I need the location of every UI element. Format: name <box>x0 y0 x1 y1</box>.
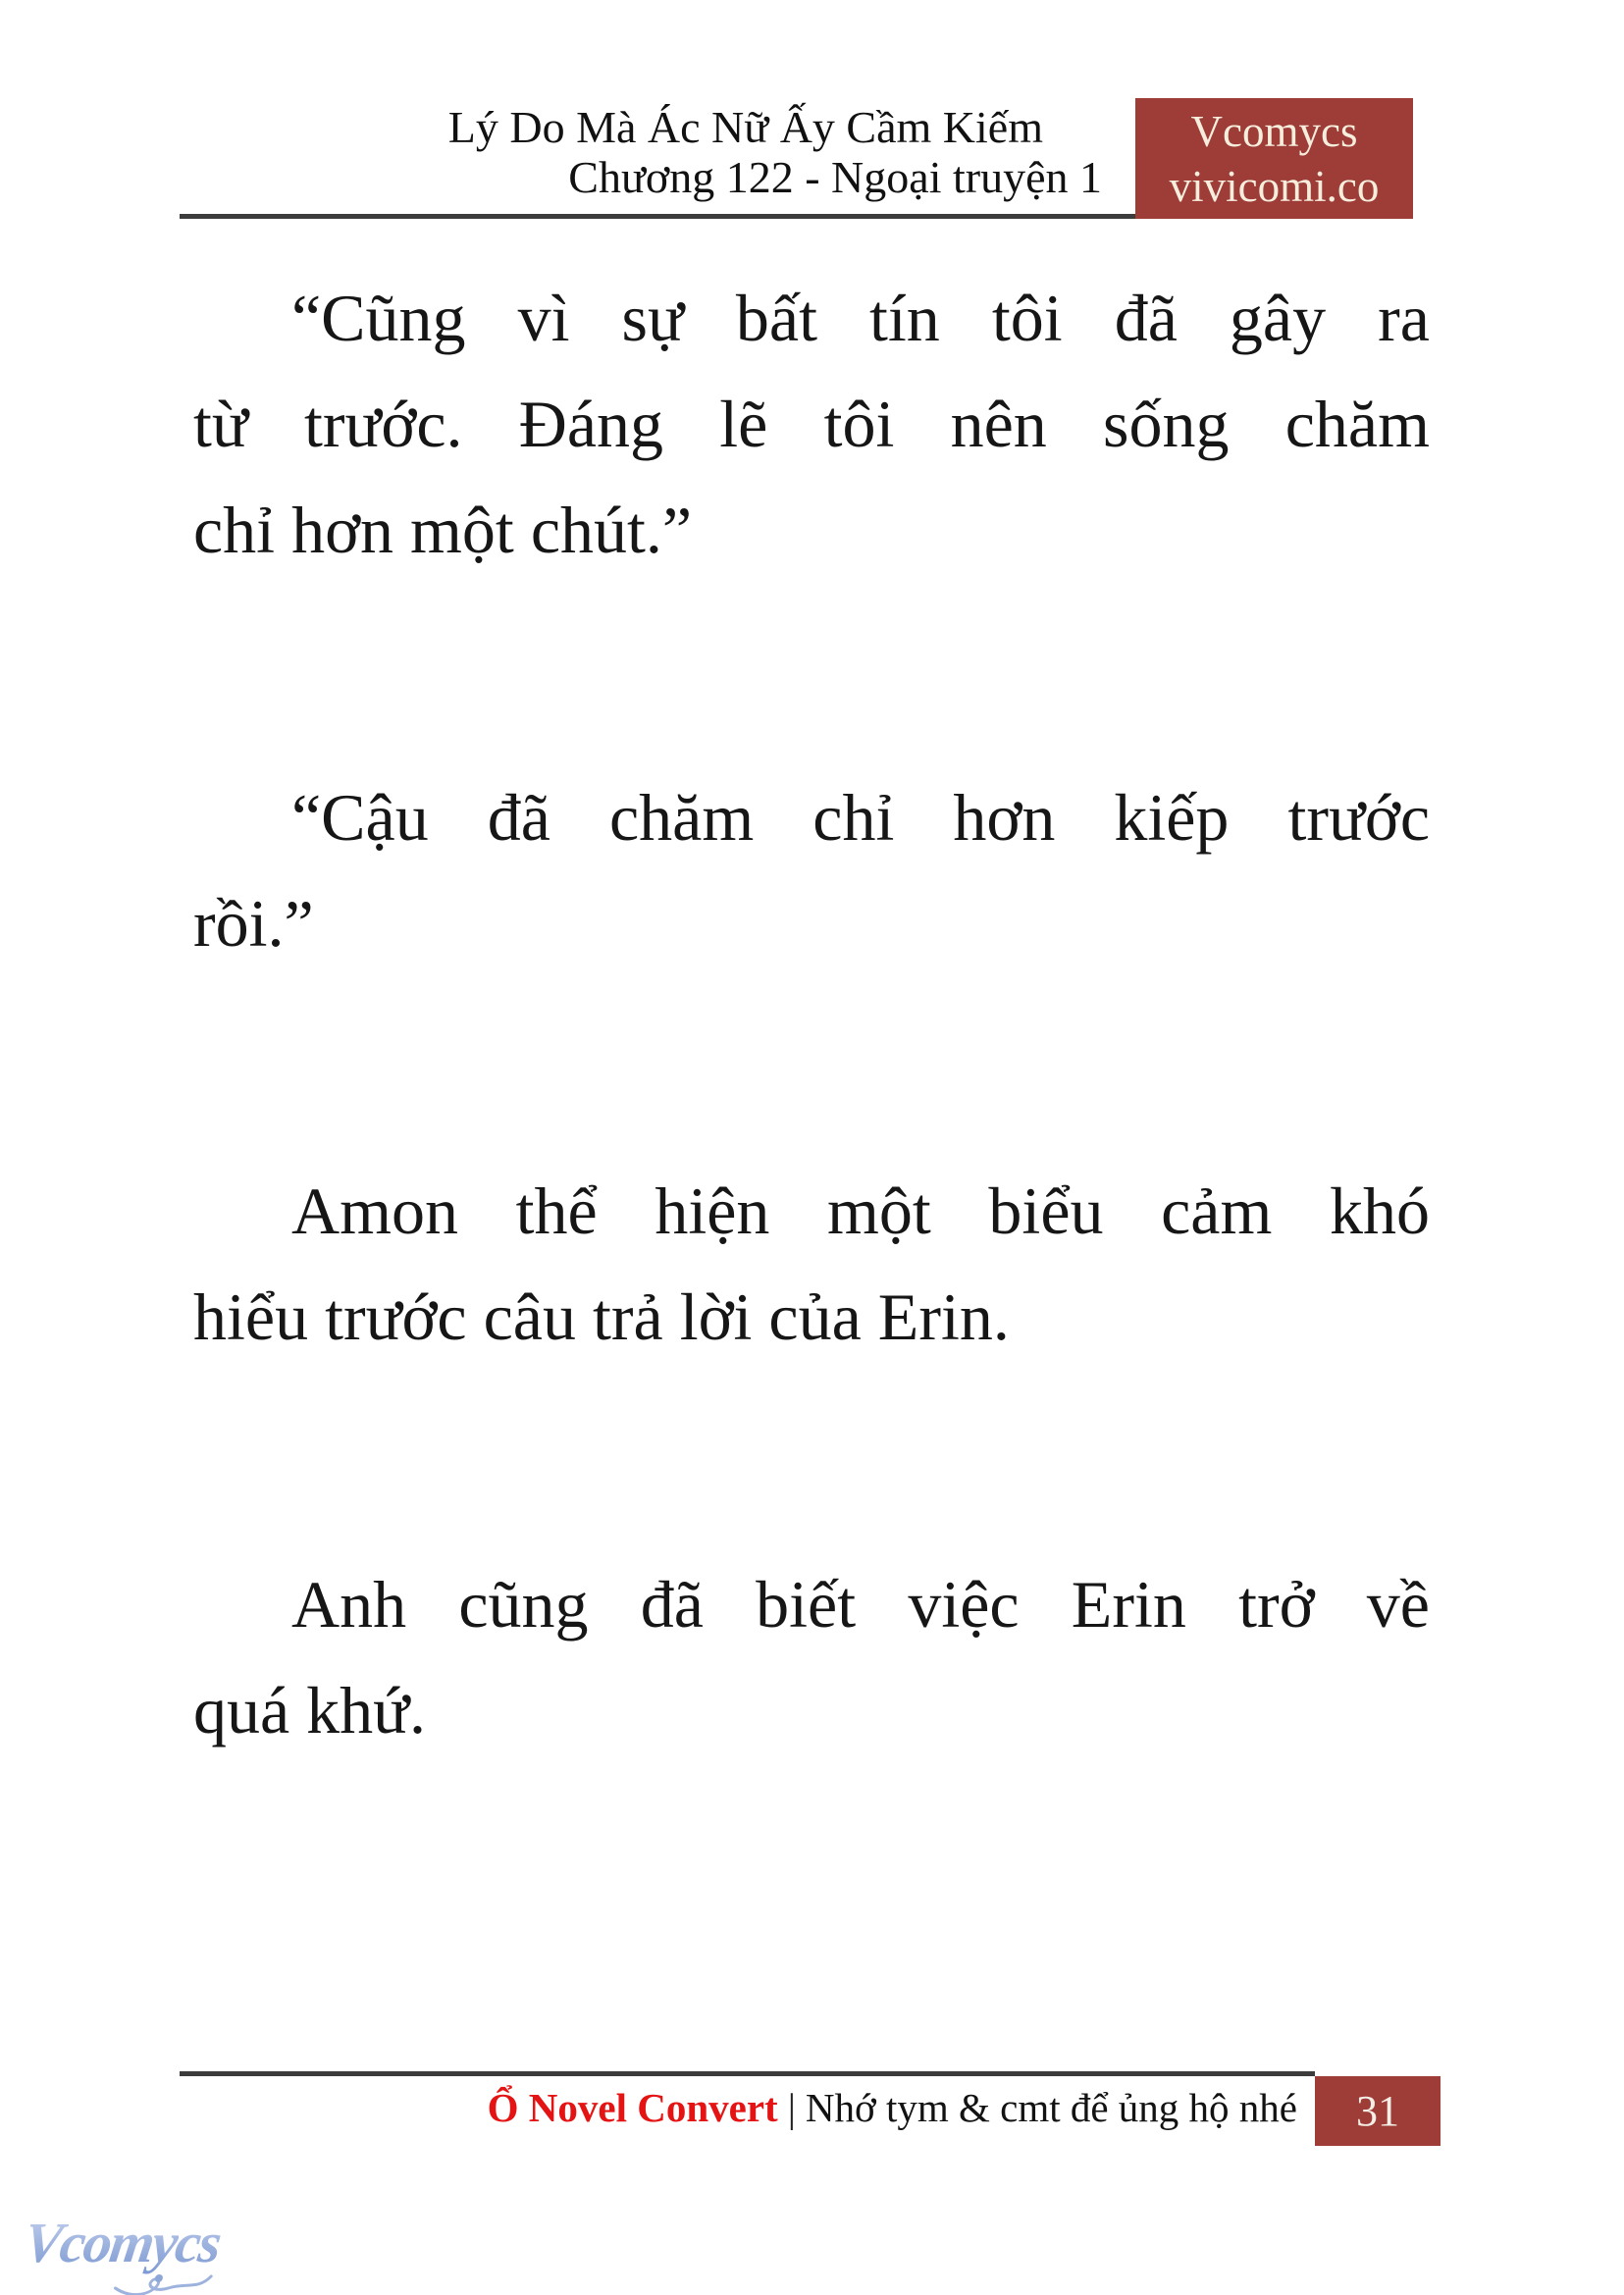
publisher-badge <box>1135 98 1413 219</box>
publisher-site: vivicomi.co <box>1169 161 1380 211</box>
paragraph <box>193 265 1430 583</box>
paragraph-line: từ trước. Đáng lẽ tôi nên sống chăm <box>193 387 1430 461</box>
header-divider <box>180 214 1135 219</box>
footer-message: Nhớ tym & cmt để ủng hộ nhé <box>805 2085 1297 2130</box>
paragraph-line: hiểu trước câu trả lời của Erin. <box>193 1279 1010 1354</box>
paragraph-line: Amon thể hiện một biểu cảm khó <box>291 1174 1430 1248</box>
header-title <box>448 102 1102 202</box>
paragraph <box>193 764 1430 976</box>
footer-brand: Ổ Novel Convert <box>487 2085 778 2130</box>
paragraph-line: chỉ hơn một chút.” <box>193 493 693 567</box>
watermark-text: Vcomycs <box>20 2211 225 2274</box>
footer-divider <box>180 2071 1315 2076</box>
publisher-name: Vcomycs <box>1190 106 1358 156</box>
paragraph <box>193 1551 1430 1763</box>
footer-note <box>488 2081 1297 2134</box>
paragraph-line: “Cậu đã chăm chỉ hơn kiếp trước <box>291 780 1430 855</box>
header-title-line1: Lý Do Mà Ác Nữ Ấy Cầm Kiếm <box>447 102 1043 152</box>
page-number: 31 <box>1356 2087 1399 2135</box>
watermark-flourish-icon <box>110 2267 241 2295</box>
page-number-badge <box>1315 2076 1441 2146</box>
paragraph-line: rồi.” <box>193 886 314 961</box>
paragraph-line: quá khứ. <box>193 1673 427 1747</box>
chapter-body <box>193 265 1430 1945</box>
paragraph <box>193 1158 1430 1370</box>
watermark <box>20 2210 224 2275</box>
paragraph-line: “Cũng vì sự bất tín tôi đã gây ra <box>291 281 1430 355</box>
paragraph-line: Anh cũng đã biết việc Erin trở về <box>291 1567 1430 1642</box>
header-title-line2: Chương 122 - Ngoại truyện 1 <box>568 152 1102 202</box>
footer-separator: | <box>787 2085 796 2130</box>
